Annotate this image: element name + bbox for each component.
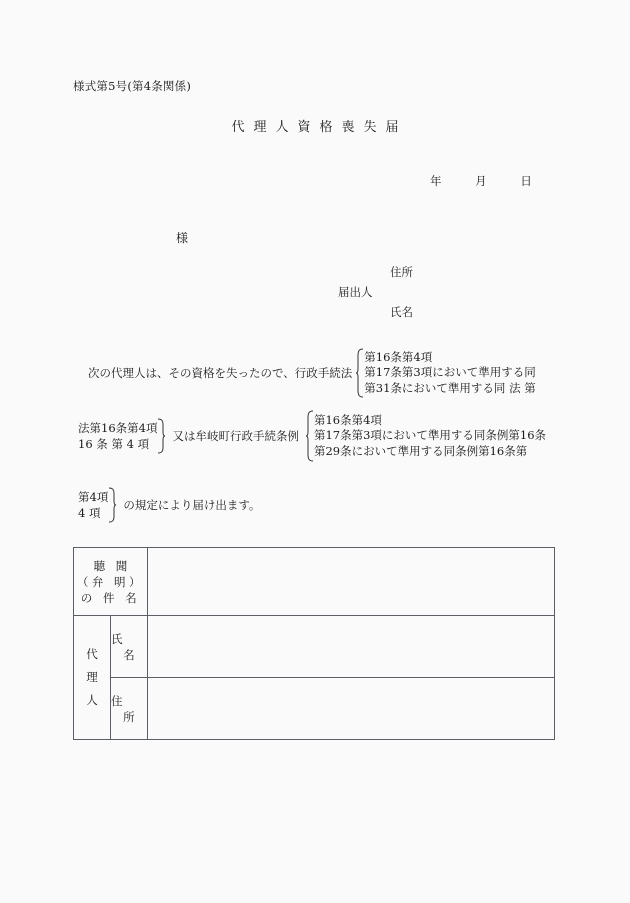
agent-label-char-2: 理	[86, 670, 98, 684]
clause-three-left-options	[78, 489, 108, 521]
form-table	[73, 547, 555, 740]
agent-address-value-cell[interactable]	[147, 678, 554, 740]
table-row	[74, 678, 555, 740]
agent-address-label-cell	[110, 678, 147, 740]
date-month-label: 月	[475, 174, 487, 188]
clause-two	[78, 410, 546, 462]
agent-address-label	[111, 694, 149, 724]
submitter-label: 届出人	[338, 285, 373, 299]
clause-one-option-3: 第31条において準用する同 法 第	[364, 380, 536, 395]
clause-two-left-options	[78, 420, 157, 452]
right-bracket-icon	[108, 487, 117, 523]
clause-two-middle: 又は牟岐町行政手続条例	[172, 428, 299, 443]
clause-two-options	[314, 413, 546, 460]
clause-three-tail: の規定により届け出ます。	[123, 497, 261, 512]
left-bracket-icon	[355, 348, 364, 398]
clause-three-left-option-2: 4 項	[78, 506, 101, 520]
submitter-name-label: 氏名	[390, 305, 413, 319]
subject-value-cell[interactable]	[147, 548, 554, 616]
agent-name-label	[111, 632, 149, 662]
agent-label-cell	[74, 616, 111, 740]
page-title: 代理人資格喪失届	[231, 120, 408, 135]
clause-two-options-group	[305, 410, 546, 462]
agent-name-value-cell[interactable]	[147, 616, 554, 678]
date-year-label: 年	[430, 174, 442, 188]
addressee-honorific: 様	[176, 231, 189, 245]
table-row	[74, 616, 555, 678]
table-row	[74, 548, 555, 616]
clause-one-option-1: 第16条第4項	[364, 349, 433, 364]
agent-label-char-3: 人	[86, 693, 98, 707]
right-bracket-icon	[157, 418, 166, 454]
form-code: 様式第5号(第4条関係)	[73, 79, 192, 93]
clause-one-options	[364, 350, 535, 397]
clause-one-option-2: 第17条第3項において準用する同	[364, 365, 536, 380]
clause-three-left-option-1: 第4項	[78, 490, 109, 504]
clause-one-lead: 次の代理人は、その資格を失ったので、行政手続法	[88, 365, 353, 380]
agent-name-label-part-2: 名	[123, 647, 135, 662]
agent-address-label-part-2: 所	[123, 709, 135, 724]
clause-two-option-1: 第16条第4項	[313, 412, 382, 427]
date-day-label: 日	[520, 174, 532, 188]
submitter-address-label: 住所	[390, 265, 413, 279]
clause-one	[88, 348, 536, 398]
clause-two-left-option-2: 16 条 第 4 項	[78, 437, 150, 451]
clause-two-left-option-1: 法第16条第4項	[78, 421, 158, 435]
clause-three	[78, 487, 260, 523]
clause-two-option-2: 第17条第3項において準用する同条例第16条	[313, 428, 547, 443]
clause-two-option-3: 第29条において準用する同条例第16条第	[313, 443, 528, 458]
left-bracket-icon	[305, 410, 314, 462]
date-line	[430, 173, 532, 189]
agent-label-char-1: 代	[86, 647, 98, 661]
agent-name-label-cell	[110, 616, 147, 678]
clause-one-options-group	[355, 348, 535, 398]
agent-name-label-part-1: 氏	[110, 631, 123, 646]
agent-address-label-part-1: 住	[110, 693, 123, 708]
subject-label-cell: 聴 聞 （弁 明）の 件 名	[74, 548, 148, 616]
